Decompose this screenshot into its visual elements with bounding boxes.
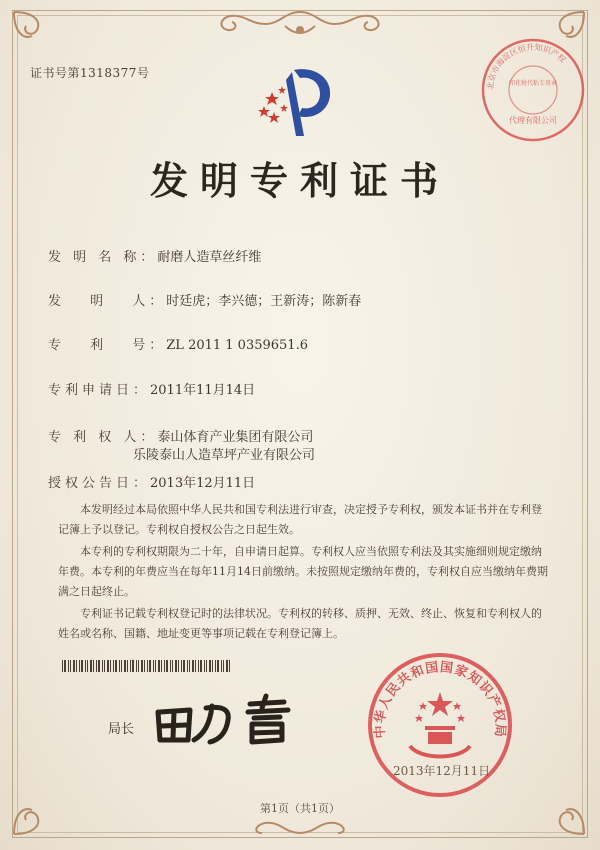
grant-date-label: 授权公告日： (48, 476, 151, 491)
svg-text:中华人民共和国国家知识产权局: 中华人民共和国国家知识产权局 (372, 660, 508, 739)
certificate-body (58, 500, 548, 646)
director-label: 局长 (108, 722, 135, 737)
patent-number-label: 专 利 号： (48, 338, 167, 353)
issue-date: 2013年12月11日 (393, 764, 491, 778)
patentee-label: 专 利 权 人： (48, 430, 158, 445)
inventors-row (48, 290, 361, 309)
invention-name-label: 发 明 名 称： (48, 250, 158, 265)
application-date-row (48, 379, 255, 398)
director-signature (150, 690, 300, 750)
patentee-2-value: 乐陵泰山人造草坪产业有限公司 (133, 448, 316, 463)
grant-date-value: 2013年12月11日 (150, 476, 256, 491)
corner-ornament-icon (12, 10, 72, 60)
inventors-label: 发 明 人： (48, 294, 167, 309)
inventors-value: 时廷虎；李兴德；王新涛；陈新春 (166, 294, 362, 309)
patent-office-logo-icon (252, 62, 342, 142)
page-title: 发明专利证书 (149, 158, 450, 203)
body-paragraph: 本专利的专利权期限为二十年，自申请日起算。专利权人应当依照专利法及其实施细则规定缴纳年费。本专利的年费应当在每年11月14日前缴纳。未按照规定缴纳年费的，专利权自应当缴纳年费期满之日起终止。 (58, 545, 548, 598)
application-date-value: 2011年11月14日 (150, 383, 256, 398)
application-date-label: 专利申请日： (48, 383, 151, 398)
agency-stamp-icon (478, 35, 588, 145)
certificate-number: 证书号第1318377号 (30, 66, 150, 80)
patent-number-row (48, 334, 308, 353)
svg-text:代理有限公司: 代理有限公司 (509, 116, 557, 125)
patentee-2-row (133, 444, 315, 463)
patentee-row (48, 426, 313, 445)
svg-text:印花税代粘专用章: 印花税代粘专用章 (508, 80, 558, 87)
patent-number-value: ZL 2011 1 0359651.6 (166, 338, 308, 353)
svg-text:北京市海淀区恒升知识产权: 北京市海淀区恒升知识产权 (485, 42, 568, 91)
invention-name-row (48, 246, 261, 265)
page-indicator: 第1页（共1页） (260, 802, 340, 815)
top-ornament-icon (200, 6, 400, 46)
barcode-icon (62, 660, 234, 672)
body-paragraph: 本发明经过本局依照中华人民共和国专利法进行审查，决定授予专利权，颁发本证书并在专利登记簿上予以登记。专利权自授权公告之日起生效。 (58, 503, 542, 536)
body-paragraph: 专利证书记载专利权登记时的法律状况。专利权的转移、质押、无效、终止、恢复和专利权人的姓名或名称、国籍、地址变更等事项记载在专利登记簿上。 (58, 607, 542, 640)
grant-date-row (48, 472, 255, 491)
invention-name-value: 耐磨人造草丝纤维 (157, 250, 262, 265)
patentee-1-value: 泰山体育产业集团有限公司 (157, 430, 314, 445)
bottom-ornament-icon (220, 815, 380, 837)
